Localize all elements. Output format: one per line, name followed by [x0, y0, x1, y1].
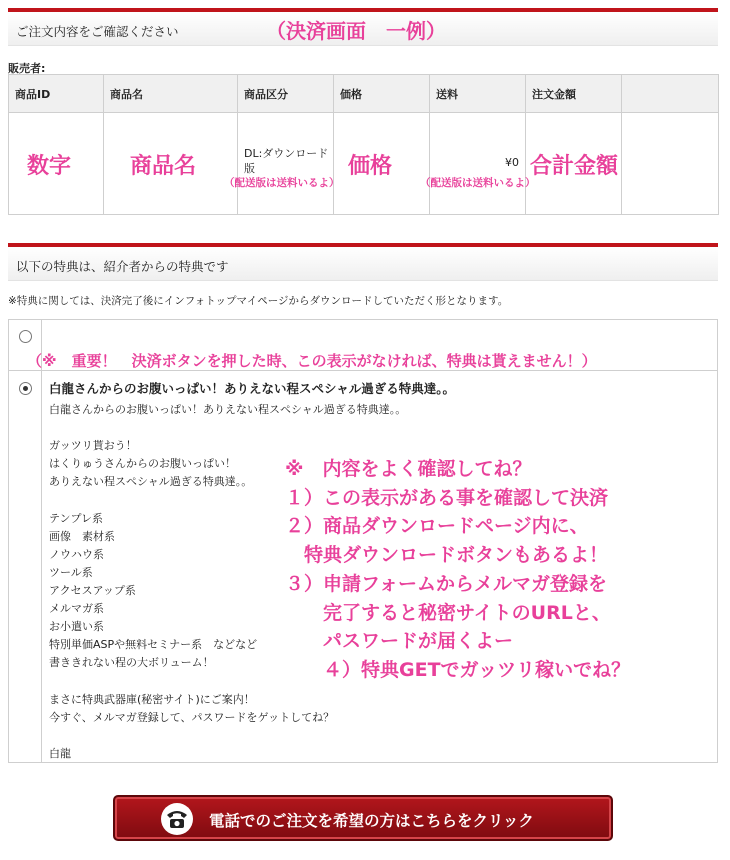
- bonus-radio-hakuryu[interactable]: [19, 382, 32, 395]
- phone-order-button[interactable]: [113, 795, 613, 841]
- bonus-line: [49, 727, 406, 745]
- cell-total: [526, 113, 622, 215]
- column-header-product-id: 商品ID: [9, 75, 104, 113]
- order-table: [8, 74, 719, 215]
- phone-order-label: 電話でのご注文を希望の方はこちらをクリック: [209, 812, 534, 830]
- cell-category: [224, 113, 340, 215]
- bonus-line: 書ききれない程の大ボリューム！: [49, 656, 214, 670]
- checkout-screen-annotation: （決済画面 一例）: [266, 19, 446, 43]
- shipping-value: ¥0: [505, 156, 519, 169]
- order-table-header-row: [9, 75, 719, 113]
- order-section-title: ご注文内容をご確認ください: [16, 24, 179, 39]
- column-header-total: 注文金額: [526, 75, 622, 113]
- price-annotation: 価格: [348, 154, 393, 179]
- shipping-note: （配送版は送料いるよ）: [420, 177, 536, 189]
- bonus-option-none: [8, 319, 718, 371]
- tip-line: 特典ダウンロードボタンもあるよ！: [285, 544, 609, 567]
- bonus-line: 白龍さんからのお腹いっぱい！ありえない程スペシャル過ぎる特典達。。: [49, 403, 407, 416]
- bonus-line: ガッツリ貰おう！: [49, 439, 137, 453]
- product-id-annotation: 数字: [27, 154, 72, 179]
- radio-column: [9, 371, 42, 762]
- bonus-line: [49, 419, 406, 437]
- tip-line: ４）特典GETでガッツリ稼いでね？: [285, 658, 631, 681]
- column-header-product-name: 商品名: [104, 75, 238, 113]
- tip-line: ※ 内容をよく確認してね？: [285, 458, 532, 480]
- bonus-line: はくりゅうさんからのお腹いっぱい！: [49, 457, 236, 471]
- seller-label: 販売者:: [8, 62, 46, 75]
- tip-line: 完了すると秘密サイトのURLと、: [285, 601, 611, 624]
- total-annotation: 合計金額: [530, 154, 619, 179]
- column-header-category: 商品区分: [238, 75, 334, 113]
- cell-price: [334, 113, 430, 215]
- bonus-section-header: [8, 243, 718, 281]
- bonus-line: ありえない程スペシャル過ぎる特典達。。: [49, 475, 253, 489]
- column-header-shipping: 送料: [430, 75, 526, 113]
- bonus-line: 画像 素材系: [49, 529, 115, 543]
- usage-tips-annotation: [285, 455, 630, 685]
- cell-shipping: [420, 113, 536, 215]
- bonus-line: アクセスアップ系: [49, 583, 136, 597]
- category-value: DL:ダウンロード版: [244, 147, 329, 175]
- bonus-line: お小遣い系: [49, 620, 104, 634]
- product-name-annotation: 商品名: [130, 154, 197, 179]
- bonus-line: 白龍: [49, 746, 71, 760]
- important-warning: （※ 重要！ 決済ボタンを押した時、この表示がなければ、特典は貰えません！）: [27, 352, 597, 370]
- bonus-section-title: 以下の特典は、紹介者からの特典です: [16, 259, 229, 274]
- order-section-header: [8, 8, 718, 46]
- cell-product-id: [9, 113, 104, 215]
- bonus-line: メルマガ系: [49, 602, 104, 616]
- category-shipping-note: （配送版は送料いるよ）: [224, 177, 340, 189]
- bonus-radio-none[interactable]: [19, 330, 32, 343]
- bonus-line: ノウハウ系: [49, 547, 104, 561]
- bonus-line: テンプレ系: [49, 511, 104, 525]
- column-header-price: 価格: [334, 75, 430, 113]
- cell-empty: [622, 113, 719, 215]
- cell-product-name: [104, 113, 238, 215]
- bonus-title: 白龍さんからのお腹いっぱい！ありえない程スペシャル過ぎる特典達。。: [49, 381, 456, 396]
- bonus-line: ツール系: [49, 565, 93, 579]
- column-header-empty: [622, 75, 719, 113]
- bonus-notice: ※特典に関しては、決済完了後にインフォトップマイページからダウンロードしていただく形となります。: [8, 295, 509, 307]
- bonus-line: 今すぐ、メルマガ登録して、パスワードをゲットしてね？: [49, 710, 335, 724]
- table-row: [9, 113, 719, 215]
- telephone-icon: [161, 803, 193, 835]
- tip-line: １）この表示がある事を確認して決済: [285, 486, 609, 509]
- tip-line: ３）申請フォームからメルマガ登録を: [285, 572, 608, 595]
- tip-line: パスワードが届くよー: [285, 630, 514, 653]
- bonus-line: 特別単価ASPや無料セミナー系 などなど: [49, 638, 258, 652]
- bonus-line: まさに特典武器庫(秘密サイト)にご案内！: [49, 692, 255, 706]
- tip-line: ２）商品ダウンロードページ内に、: [285, 515, 589, 538]
